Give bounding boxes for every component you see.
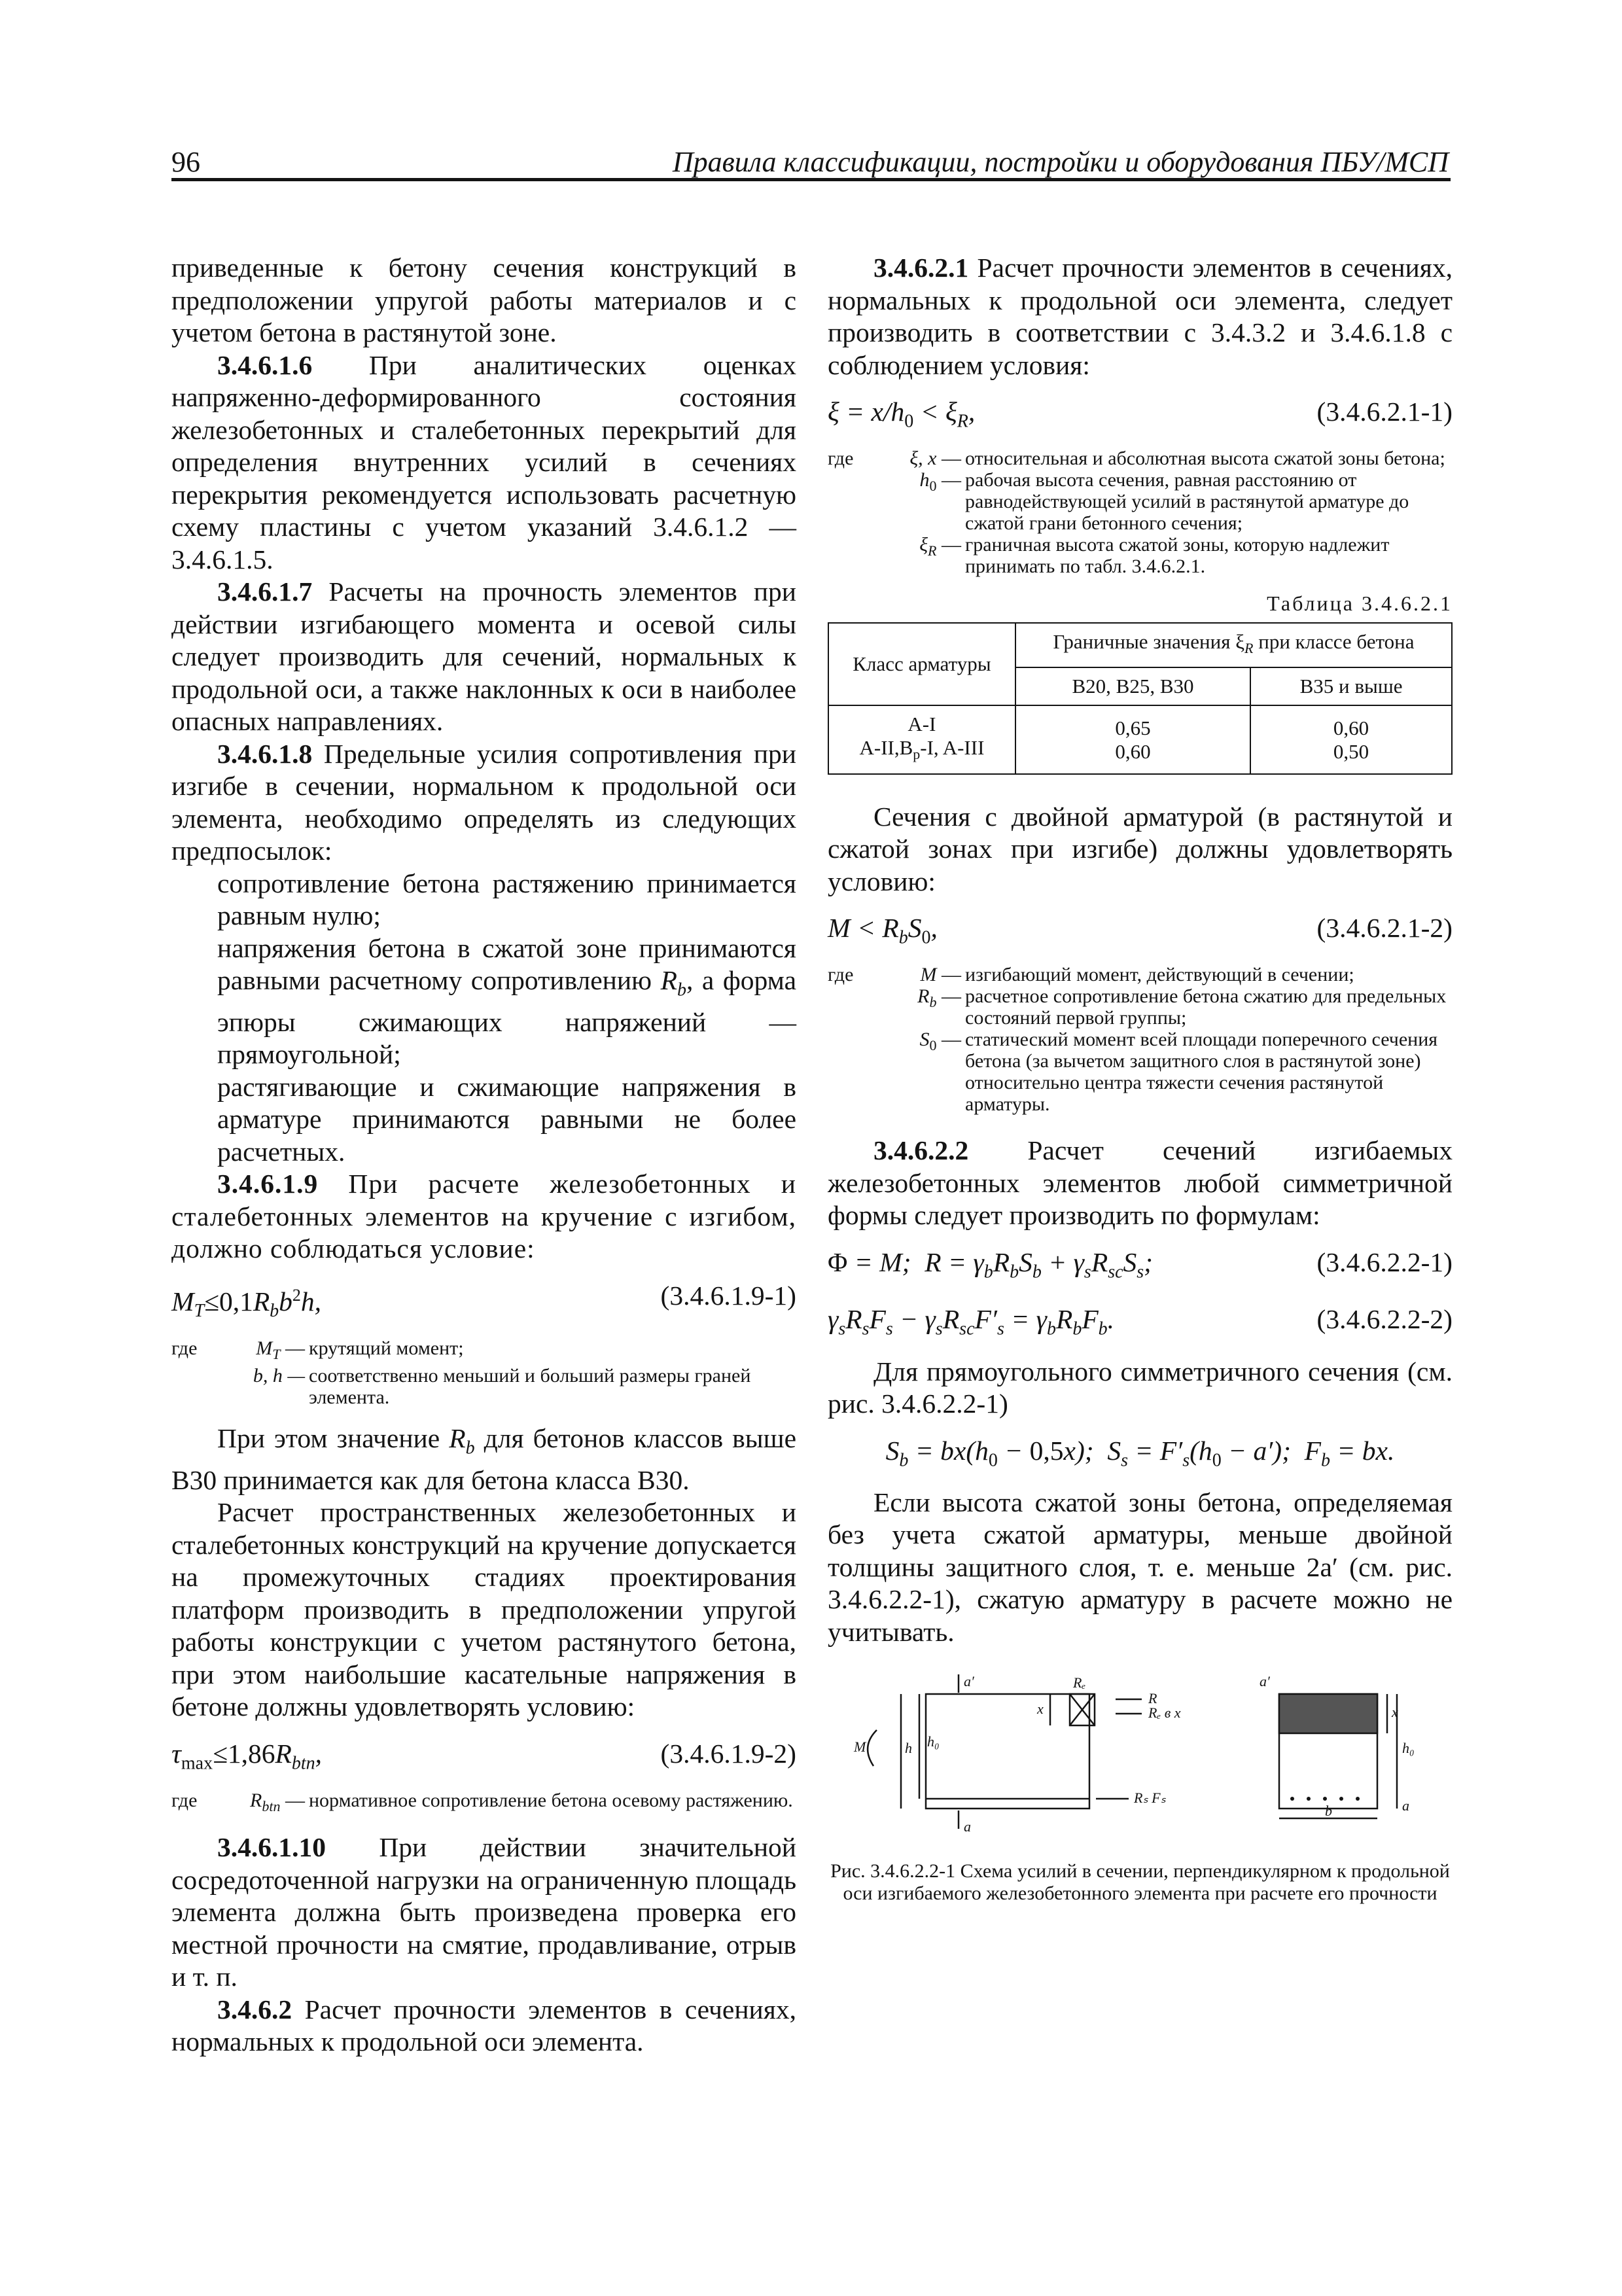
section-forces-figure [828,1668,1453,1845]
equation-number: (3.4.6.1.9-1) [660,1280,796,1311]
section-3-4-6-2-2 [828,1135,1453,1232]
label-rb-x: Rₑ в x [1148,1704,1181,1722]
symbol: $R_b$ [449,1422,475,1458]
label-a-right: a [1402,1797,1409,1814]
legend-description: соответственно меньший и больший размеры граней элемента. [309,1364,751,1408]
equation-number: (3.4.6.1.9-2) [660,1738,796,1769]
formula-expression: $M < R_bS_0$, [828,913,938,948]
cell-text: A-II,B [859,736,913,760]
compressed-zone [1279,1694,1377,1733]
section-text: Расчет прочности элементов в сечениях, нормальных к продольной оси элемента. [171,1994,796,2057]
cell-text: A-I [908,713,936,736]
legend-symbol: $h_0$ — [919,469,961,495]
section-number: 3.4.6.2.1 [873,253,969,283]
subscript: p [913,746,921,763]
right-column [828,252,1453,1905]
table-cell-value [1015,705,1250,773]
section-number: 3.4.6.2 [217,1994,292,2024]
where-word: где [171,1337,198,1359]
table-header-rebar-class: Класс арматуры [828,623,1015,705]
label-a-top: a′ [964,1673,974,1690]
section-text: Расчет сечений изгибаемых железобетонных элементов любой симметричной формы следует производить по формулам: [828,1135,1453,1231]
paragraph: приведенные к бетону сечения конструкций в предположении упругой работы материалов и с учетом бетона в растянутой зоне. [171,253,796,347]
section-text: Расчеты на прочность элементов при действии изгибающего момента и осевой силы следует производить для сечений, нормальных к продольной оси, а также наклонных к оси в наиболее опасных направлениях. [171,576,796,736]
legend-symbol: $\xi_R$ — [919,534,961,559]
legend-description: рабочая высота сечения, равная расстоянию от равнодействующей усилий в растянутой арматуре до сжатой грани бетонного сечения; [965,469,1409,535]
item-text: , а форма эпюры сжимающих напряжений — прямоугольной; [217,965,796,1070]
section-text: При аналитических оценках напряженно-деформированного состояния железобетонных и сталебетонных перекрытий для определения внутренних усилий в сечениях перекрытия рекомендуется использовать расчетную схему пластины с учетом указаний 3.4.6.1.2 — 3.4.6.1.5. [171,349,796,574]
cell-text: 0,50 [1333,739,1369,763]
label-x-right: x [1392,1704,1398,1721]
left-column [171,252,796,2058]
symbol: R [660,965,677,995]
paragraph: Расчет пространственных железобетонных и сталебетонных конструкций на кручение допускается на промежуточных стадиях проектирования платформ производить в предположении упругой работы конструкции с учетом растянутого бетона, при этом наибольшие касательные напряжения в бетоне должны удовлетворять условию: [171,1497,796,1722]
boundary-values-table [828,622,1453,774]
section-3-4-6-2 [171,1994,796,2058]
figure-caption: Рис. 3.4.6.2.2-1 Схема усилий в сечении, перпендикулярном к продольной оси изгибаемого железобетонного элемента при расчете его прочности [830,1860,1450,1905]
legend-symbol: $S_0$ — [919,1029,961,1054]
label-h: h [905,1740,912,1757]
label-h0: h₀ [927,1733,940,1750]
running-title: Правила классификации, постройки и оборудования ПБУ/МСП [672,146,1449,178]
label-rb: Rₑ [1073,1674,1086,1691]
legend-symbol: $M_T$ — [256,1337,305,1362]
where-word: где [828,964,854,986]
equation-number: (3.4.6.2.1-1) [1316,397,1453,427]
label-rsc: R [1148,1690,1157,1707]
legend-symbol: b, h — [253,1364,305,1386]
where-word: где [171,1790,198,1812]
section-text: При расчете железобетонных и сталебетонных элементов на кручение с изгибом, должно соблюдаться условие: [171,1169,796,1264]
equation-number: (3.4.6.2.2-1) [1316,1246,1453,1277]
assumption-item: сопротивление бетона растяжению принимается равным нулю; [217,868,796,930]
section-3-4-6-1-6 [171,349,796,576]
table-header-limit-values: Граничные значения $\xi_R$ при классе бетона [1015,623,1452,667]
label-rs-fs: Rₛ Fₛ [1134,1790,1166,1807]
section-number: 3.4.6.1.10 [217,1832,326,1863]
label-h0-right: h₀ [1402,1740,1415,1757]
section-number: 3.4.6.1.6 [217,349,313,380]
formula-expression: $S_b = bx(h_0 - 0,5x)$; $S_s = F'_s(h_0 - a')$; $F_b$ = bx. [885,1435,1395,1470]
section-3-4-6-1-9 [171,1168,796,1265]
table-subheader: В20, В25, В30 [1015,667,1250,705]
section-number: 3.4.6.1.8 [217,738,313,769]
legend-description: нормативное сопротивление бетона осевому растяжению. [309,1790,793,1812]
text: для бетонов классов выше В30 принимается как для бетона класса В30. [171,1422,796,1495]
legend-description: граничная высота сжатой зоны, которую надлежит принимать по табл. 3.4.6.2.1. [965,534,1390,578]
cell-text: 0,60 [1333,716,1369,739]
label-a-top-right: a′ [1260,1673,1270,1690]
beam-section-outline [926,1694,1089,1809]
legend-description: крутящий момент; [309,1337,464,1359]
section-text: Предельные усилия сопротивления при изгибе в сечении, нормальном к продольной оси элемента, необходимо определять из следующих предпосылок: [171,738,796,866]
table-cell-class [828,705,1015,773]
legend-symbol: ξ, x — [909,448,961,470]
section-3-4-6-1-8 [171,738,796,868]
label-m: M [854,1739,866,1756]
section-text: Расчет прочности элементов в сечениях, нормальных к продольной оси элемента, следует производить в соответствии с 3.4.3.2 и 3.4.6.1.8 с соблюдением условия: [828,253,1453,380]
legend-description: расчетное сопротивление бетона сжатию для предельных состояний первой группы; [965,985,1447,1029]
legend-symbol: M — [920,964,961,986]
cell-text: 0,65 [1115,716,1151,739]
legend-symbol: $R_{btn}$ — [250,1790,305,1815]
label-a-bot: a [964,1818,971,1835]
section-3-4-6-1-7 [171,576,796,738]
section-3-4-6-2-1 [828,252,1453,381]
subscript: b [677,980,686,1000]
formula-legend [828,964,1453,1115]
formula-expression: Φ = M; $R = \gamma_bR_bS_b + \gamma_sR_{sc}S_s$; [828,1246,1153,1282]
equation-number: (3.4.6.2.1-2) [1316,913,1453,944]
formula-expression: $\xi = x/h_0 < \xi_R$, [828,397,976,432]
table-subheader: В35 и выше [1250,667,1452,705]
header-text: Граничные значения ξ [1053,630,1245,654]
formula-expression: $\gamma_sR_sF_s - \gamma_sR_{sc}F'_s = \gamma_bR_bF_b$. [828,1304,1115,1339]
formula-legend [828,448,1453,577]
section-number: 3.4.6.1.7 [217,576,313,607]
legend-symbol: $R_b$ — [917,985,961,1011]
legend-description: статический момент всей площади поперечного сечения бетона (за вычетом защитного слоя в растянутой зоне) относительно центра тяжести сечения растянутой арматуры. [965,1029,1438,1116]
legend-description: изгибающий момент, действующий в сечении; [965,964,1354,986]
rebar-dots [1290,1797,1360,1801]
section-number: 3.4.6.1.9 [217,1169,319,1199]
equation-number: (3.4.6.2.2-2) [1316,1304,1453,1335]
where-word: где [828,448,854,470]
formula-rect-section [828,1434,1453,1477]
header-rule [171,178,1451,181]
formula-3-4-6-1-9-2 [171,1737,796,1780]
page-number: 96 [171,146,200,178]
paragraph [171,1422,796,1496]
paragraph: Если высота сжатой зоны бетона, определяемая без учета сжатой арматуры, меньше двойной толщины защитного слоя, т. е. меньше 2a′ (см. рис. 3.4.6.2.2-1), сжатую арматуру в расчете можно не учитывать. [828,1487,1453,1647]
cell-text: 0,60 [1115,739,1151,763]
formula-legend [171,1337,796,1408]
formula-legend [171,1790,796,1817]
section-text: При действии значительной сосредоточенной нагрузки на ограниченную площадь элемента должна быть произведена проверка его местной прочности на смятие, продавливание, отрыв и т. п. [171,1832,796,1992]
formula-3-4-6-2-1-2 [828,911,1453,955]
table-caption: Таблица 3.4.6.2.1 [1267,592,1453,616]
formula-3-4-6-2-2-2 [828,1302,1453,1346]
header-text: при классе бетона [1253,630,1415,654]
cell-text: -I, A-III [920,736,985,760]
table-cell-value [1250,705,1452,773]
section-number: 3.4.6.2.2 [873,1135,969,1166]
formula-expression: $\tau_{max}\le 1,86R_{btn}$, [171,1738,322,1774]
moment-arrow [868,1730,877,1766]
paragraph: Сечения с двойной арматурой (в растянутой и сжатой зонах при изгибе) должны удовлетворять условию: [828,801,1453,896]
label-b: b [1325,1803,1332,1820]
item-text: напряжения бетона в сжатой зоне принимаются равными расчетному сопротивлению [217,932,796,995]
paragraph: Для прямоугольного симметричного сечения (см. рис. 3.4.6.2.2-1) [828,1356,1453,1419]
text: При этом значение [217,1422,450,1453]
assumption-item [217,932,796,1071]
formula-3-4-6-2-1-1 [828,395,1453,438]
formula-expression: $M_T\le 0,1R_bb^2h$, [171,1285,322,1321]
label-x: x [1037,1701,1044,1718]
formula-3-4-6-2-2-1 [828,1245,1453,1289]
assumption-item: растягивающие и сжимающие напряжения в арматуре принимаются равными не более расчетных. [217,1071,796,1167]
section-forces-diagram [828,1668,1453,1845]
formula-3-4-6-1-9-1 [171,1279,796,1328]
legend-description: относительная и абсолютная высота сжатой зоны бетона; [965,448,1445,470]
section-3-4-6-1-10 [171,1831,796,1994]
